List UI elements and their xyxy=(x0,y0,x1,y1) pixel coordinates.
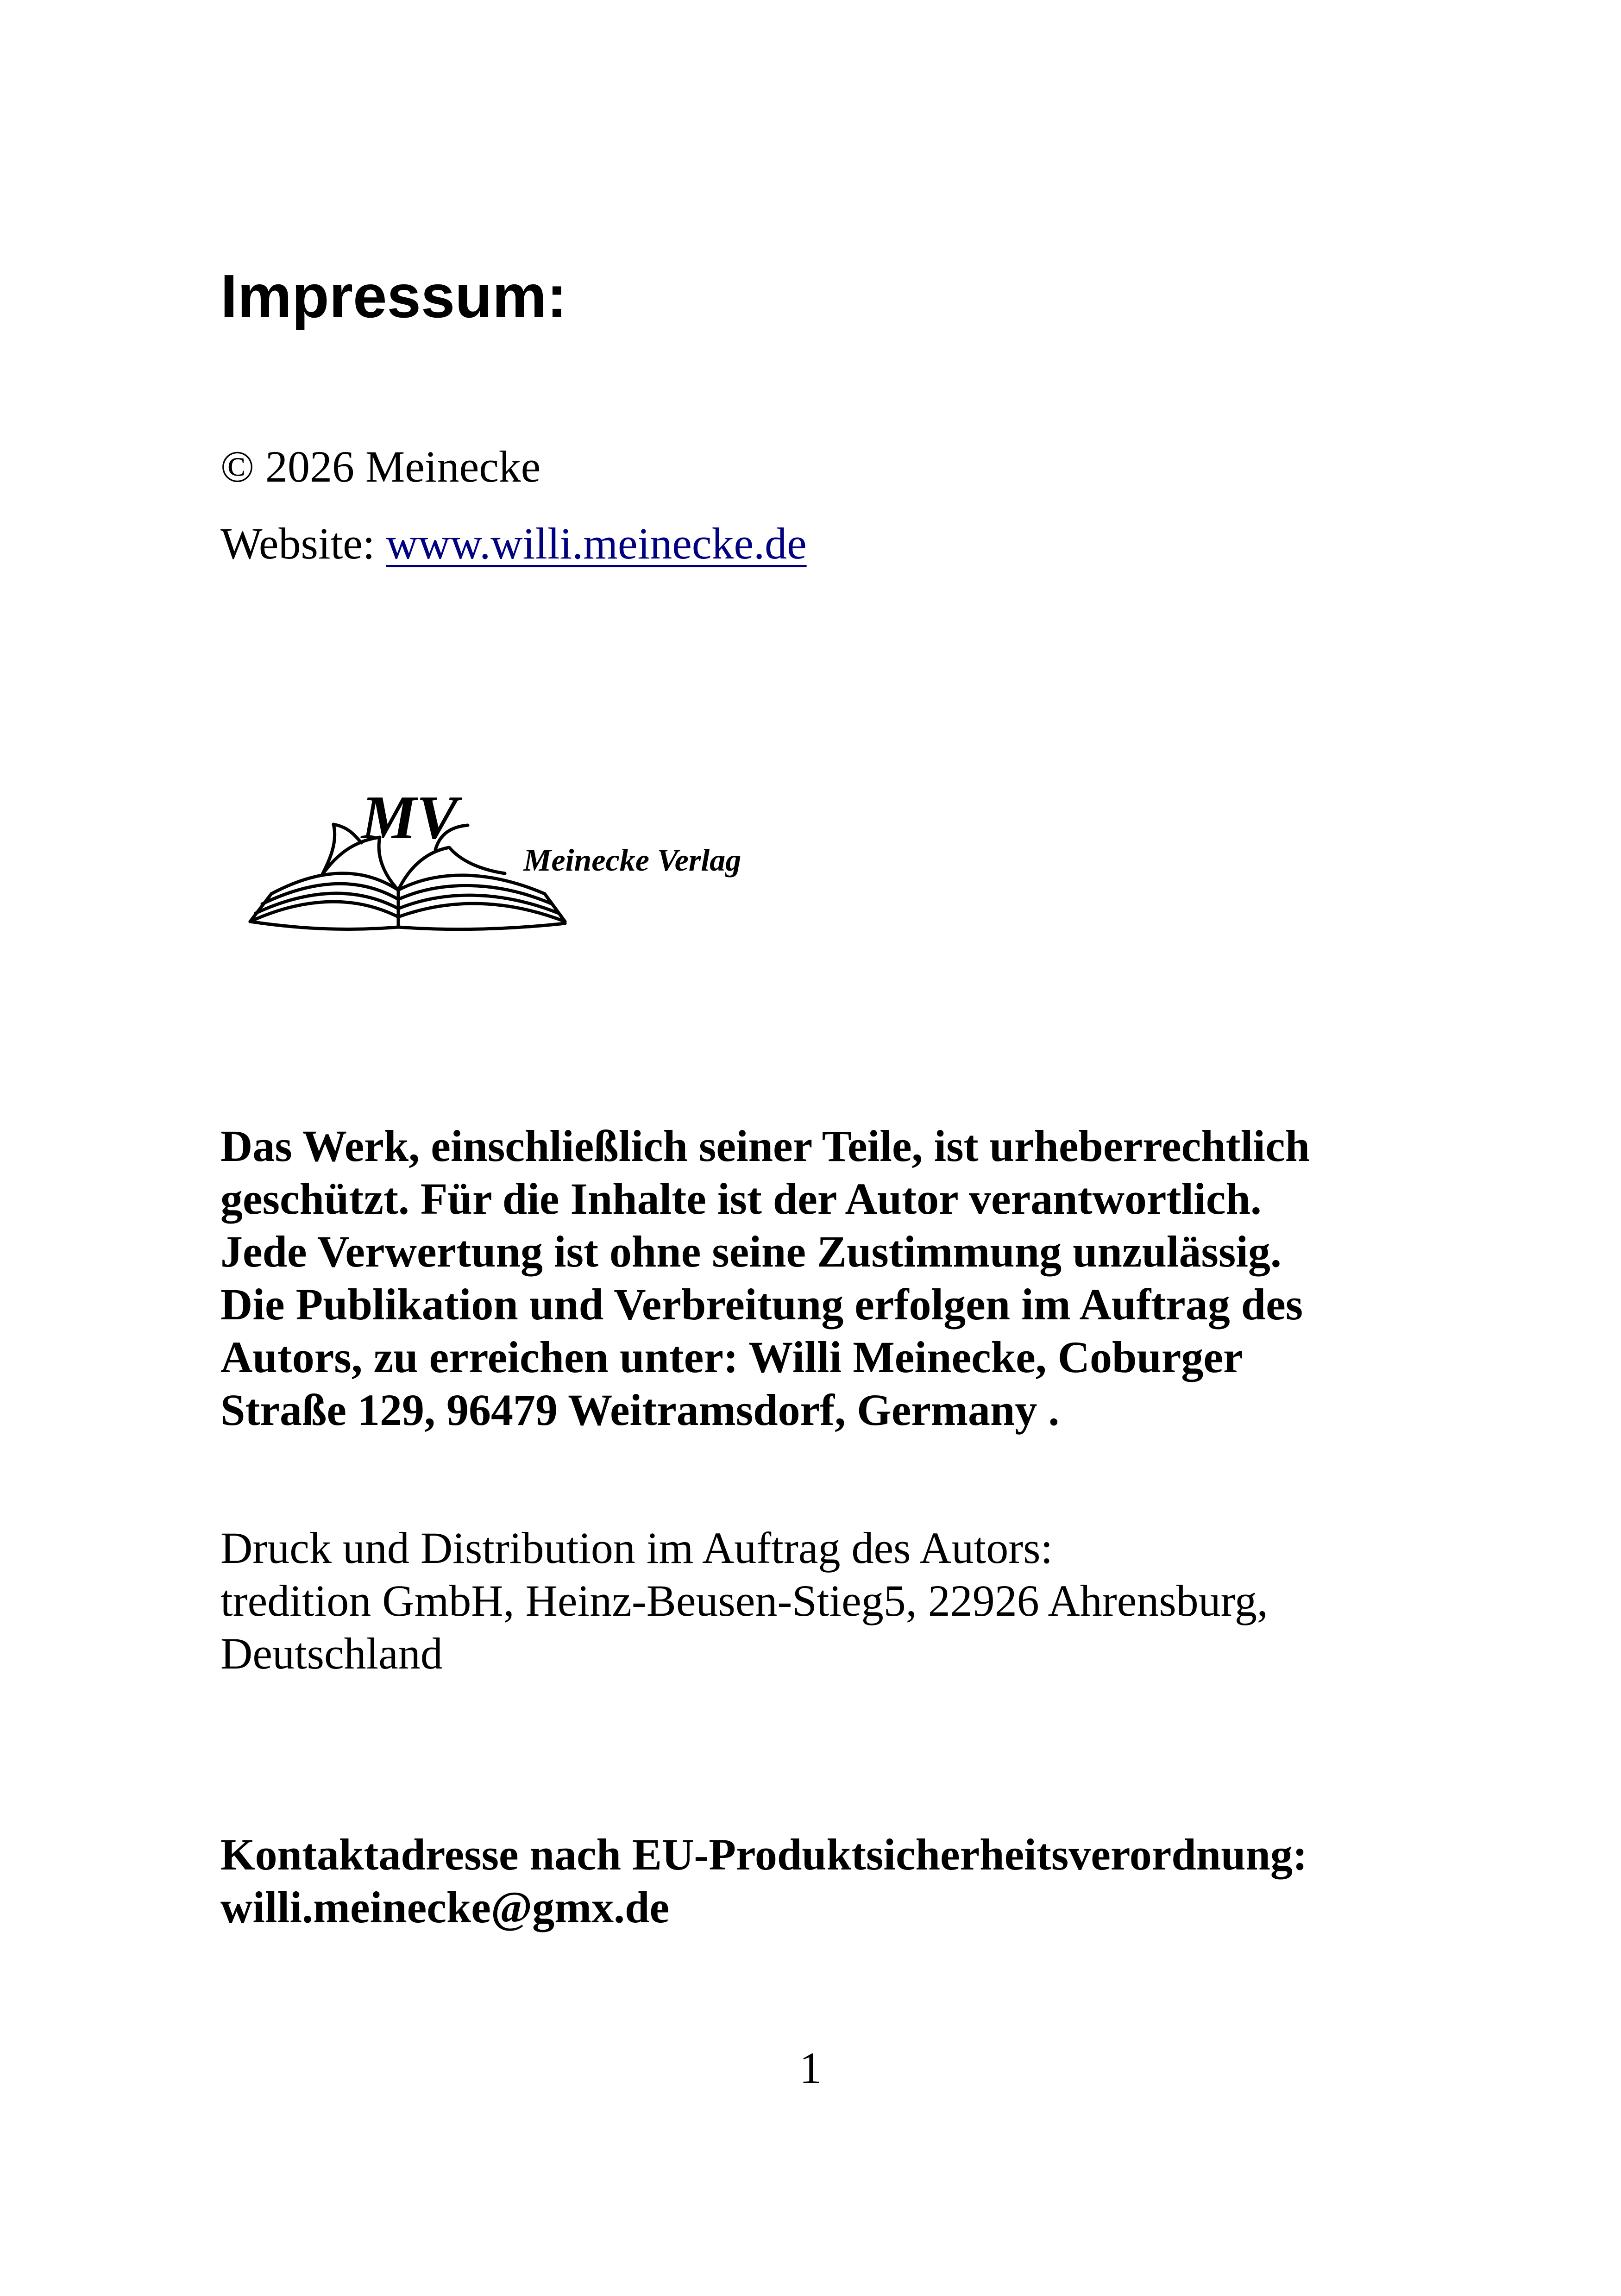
logo-wordmark: Meinecke Verlag xyxy=(523,842,741,878)
contact-address xyxy=(220,1828,1307,1934)
legal-notice xyxy=(220,1120,1310,1437)
contact-line: Kontaktadresse nach EU-Produktsicherheitsverordnung: xyxy=(220,1830,1307,1879)
publisher-logo xyxy=(245,783,801,935)
copyright-notice: © 2026 Meinecke xyxy=(220,442,541,491)
logo-monogram: MV xyxy=(361,783,458,852)
website-line xyxy=(220,516,807,571)
legal-notice-line: geschützt. Für die Inhalte ist der Autor verantwortlich. xyxy=(220,1174,1262,1223)
website-label: Website: xyxy=(220,519,386,568)
legal-notice-line: Die Publikation und Verbreitung erfolgen im Auftrag des xyxy=(220,1280,1303,1329)
legal-notice-line: Autors, zu erreichen unter: Willi Meinecke, Coburger xyxy=(220,1332,1243,1382)
print-info-line: tredition GmbH, Heinz-Beusen-Stieg5, 22926 Ahrensburg, xyxy=(220,1576,1268,1625)
legal-notice-line: Das Werk, einschließlich seiner Teile, ist urheberrechtlich xyxy=(220,1121,1310,1171)
legal-notice-line: Jede Verwertung ist ohne seine Zustimmung unzulässig. xyxy=(220,1227,1282,1276)
website-link[interactable]: www.willi.meinecke.de xyxy=(386,519,807,568)
print-distribution-info xyxy=(220,1522,1268,1680)
print-info-line: Druck und Distribution im Auftrag des Autors: xyxy=(220,1523,1053,1573)
page-number: 1 xyxy=(799,2043,822,2093)
legal-notice-line: Straße 129, 96479 Weitramsdorf, Germany . xyxy=(220,1385,1060,1435)
print-info-line: Deutschland xyxy=(220,1629,443,1678)
contact-email: willi.meinecke@gmx.de xyxy=(220,1882,670,1932)
page-title: Impressum: xyxy=(220,262,567,330)
